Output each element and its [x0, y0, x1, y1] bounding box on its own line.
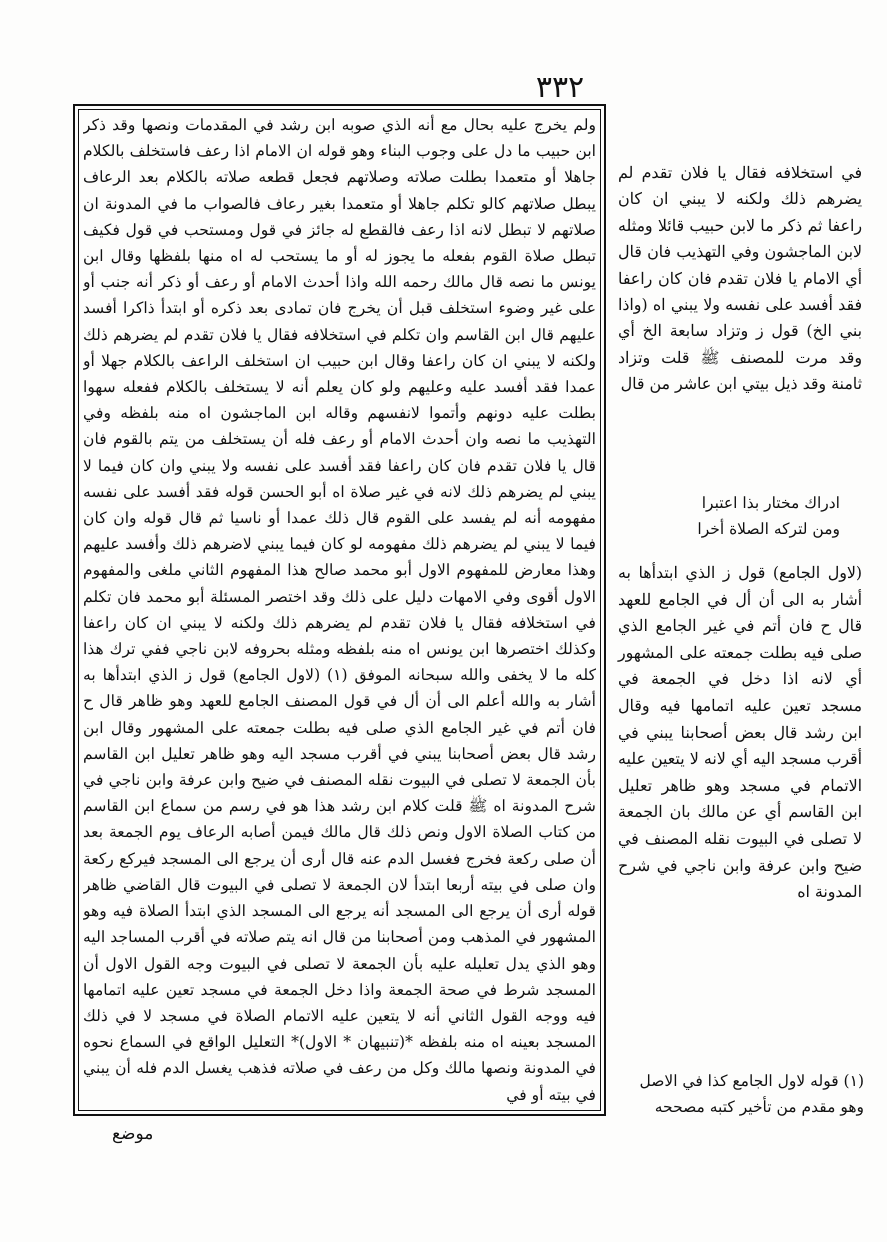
footnote-line-1: (١) قوله لاول الجامع كذا في الاصل	[639, 1072, 864, 1090]
margin-text-1: في استخلافه فقال يا فلان تقدم لم يضرهم ذلك ولكنه لا يبني ان كان راعفا ثم ذكر ما لابن حبيب قائلا ومثله لابن الماجشون وفي التهذيب فان قال أي الامام يا فلان تقدم فان كان راعفا فقد أفسد على نفسه ولا يبني اه (واذا بني الخ) قول ز وتزاد سابعة الخ أي وقد مرت للمصنف ﷺ قلت وتزاد ثامنة وقد ذيل بيتي ابن عاشر من قال	[618, 163, 862, 394]
margin-commentary-top	[618, 160, 862, 398]
verse-line-2: ومن لتركه الصلاة أخرا	[697, 520, 840, 538]
footnote	[606, 1068, 864, 1120]
main-text-frame	[73, 104, 606, 1116]
verse-line-1: ادراك مختار بذا اعتبرا	[701, 494, 840, 512]
footnote-line-2: وهو مقدم من تأخير كتبه مصححه	[654, 1098, 864, 1116]
verse-block	[640, 490, 840, 542]
page-number: ٣٣٢	[535, 70, 585, 105]
margin-commentary-bottom	[618, 560, 862, 906]
margin-text-2: (لاول الجامع) قول ز الذي ابتدأها به أشار به الى أن أل في الجامع للعهد قال ح فان أتم في غير الجامع الذي صلى فيه بطلت جمعته على المشهور أي لانه اذا دخل في الجمعة في مسجد تعين عليه اتمامها فيه وقال ابن رشد قال بعض أصحابنا يبني في أقرب مسجد اليه أي لانه لا يتعين عليه الاتمام في مسجد وهو ظاهر تعليل ابن القاسم أي عن مالك بان الجمعة لا تصلى في البيوت نقله المصنف في ضيح وابن عرفة وابن ناجي في شرح المدونة اه	[618, 563, 862, 902]
main-text: ولم يخرج عليه بحال مع أنه الذي صوبه ابن رشد في المقدمات ونصها وقد ذكر ابن حبيب ما دل على وجوب البناء وهو قوله ان الامام اذا رعف فاستخلف بالكلام جاهلا أو متعمدا بطلت صلاته وصلاتهم فجعل قطعه صلاته بالكلام بعد الرعاف يبطل صلاتهم كالو تكلم جاهلا أو متعمدا بغير رعاف فالصواب ما في المدونة ان صلاتهم لا تبطل لانه اذا رعف فالقطع له جائز في قول ومستحب في قول فكيف تبطل صلاة القوم بفعله ما يجوز له أو ما يستحب له اه منها بلفظها وقال ابن يونس ما نصه قال مالك رحمه الله واذا أحدث الامام أو رعف أو ذكر أنه جنب أو على غير وضوء استخلف قبل أن يخرج فان تمادى بعد ذكره أو ابتدأ ذاكرا أفسد عليهم قال ابن القاسم وان تكلم في استخلافه فقال يا فلان تقدم لم يضرهم ذلك ولكنه لا يبني ان كان راعفا وقال ابن حبيب ان استخلف الراعف بالكلام جهلا أو عمدا فقد أفسد عليه وعليهم ولو كان يعلم أنه لا يستخلف بالكلام ففعله سهوا بطلت عليه دونهم وأتموا لانفسهم وقاله ابن الماجشون اه منه بلفظه وفي التهذيب ما نصه وان أحدث الامام أو رعف فله أن يستخلف من يتم بالقوم فان قال يا فلان تقدم فان كان راعفا فقد أفسد على نفسه ولا يبني وان كان فيما لا يبني لم يضرهم ذلك لانه في غير صلاة اه أبو الحسن قوله فقد أفسد على نفسه مفهومه أنه لم يفسد على القوم قال ذلك عمدا أو ناسيا ثم قال قوله وان كان فيما لا يبني لم يضرهم ذلك مفهومه لو كان فيما يبني لاضرهم ذلك وأفسد عليهم وهذا معارض للمفهوم الاول أبو محمد صالح هذا المفهوم الثاني ملغى والمفهوم الاول أقوى وفي الامهات دليل على ذلك وقد اختصر المسئلة أبو محمد فان تكلم في استخلافه فقال يا فلان تقدم لم يضرهم ذلك ولكنه لا يبني ان كان راعفا وكذلك اختصرها ابن يونس اه منه بلفظه ومثله بحروفه لابن ناجي ففي ترك هذا كله ما لا يخفى والله سبحانه الموفق (١) (لاول الجامع) قول ز الذي ابتدأها به أشار به والله أعلم الى أن أل في قول المصنف الجامع للعهد وهو ظاهر قال ح فان أتم في غير الجامع الذي صلى فيه بطلت جمعته على المشهور وقال ابن رشد قال بعض أصحابنا يبني في أقرب مسجد اليه وهو ظاهر تعليل ابن القاسم بأن الجمعة لا تصلى في البيوت نقله المصنف في ضيح وابن عرفة وابن ناجي في شرح المدونة اه ﷺ قلت كلام ابن رشد هذا هو في رسم من سماع ابن القاسم من كتاب الصلاة الاول ونص ذلك قال مالك فيمن أصابه الرعاف يوم الجمعة بعد أن صلى ركعة فخرج فغسل الدم عنه قال أرى أن يرجع الى المسجد فيركع ركعة وان صلى في بيته أربعا ابتدأ لان الجمعة لا تصلى في البيوت قال القاضي ظاهر قوله أرى أن يرجع الى المسجد أنه يرجع الى المسجد الذي ابتدأ الصلاة فيه وهو المشهور في المذهب ومن أصحابنا من قال انه يتم صلاته في أقرب المساجد اليه وهو الذي يدل تعليله عليه بأن الجمعة لا تصلى في البيوت وجه القول الاول أن المسجد شرط في صحة الجمعة واذا دخل الجمعة في مسجد تعين عليه اتمامها فيه ووجه القول الثاني أنه لا يتعين عليه الاتمام الصلاة في مسجد لا في ذلك المسجد بعينه اه منه بلفظه *(تنبيهان * الاول)* التعليل الواقع في السماع نحوه في المدونة ونصها مالك وكل من رعف في صلاته فذهب يغسل الدم فله أن يبني في بيته أو في	[83, 116, 596, 1104]
catchword: موضع	[112, 1124, 154, 1144]
main-text-block	[83, 112, 596, 1108]
